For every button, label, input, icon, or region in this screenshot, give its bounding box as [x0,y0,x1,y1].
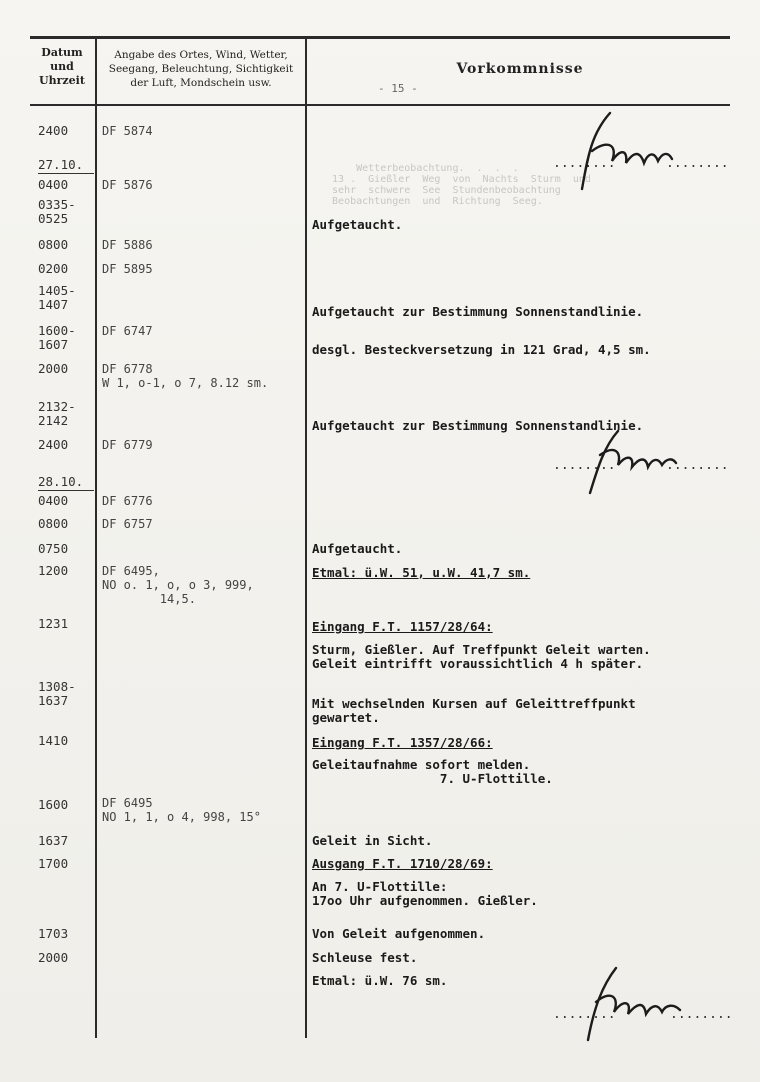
row-position: DF 6495, NO o. 1, o, o 3, 999, 14,5. [102,564,254,606]
row-time: 0335- 0525 [38,197,76,226]
row-time: 1703 [38,926,69,941]
signature-dots-right: ........ [666,458,729,473]
column-divider-1 [95,38,97,1038]
row-time: 1308- 1637 [38,679,76,708]
row-time: 0800 [38,516,69,531]
row-time: 0400 [38,177,69,192]
row-event: desgl. Besteckversetzung in 121 Grad, 4,5 sm. [312,342,651,357]
row-event: Sturm, Gießler. Auf Treffpunkt Geleit warten. Geleit eintrifft voraussichtlich 4 h später. [312,642,651,671]
row-position: DF 6747 [102,324,153,338]
row-position: DF 6779 [102,438,153,452]
row-time: 0200 [38,261,69,276]
row-time: 2400 [38,123,69,138]
row-time: 2000 [38,950,69,965]
row-time: 1700 [38,856,69,871]
date-heading: 28.10. [38,475,94,491]
page-number: - 15 - [378,82,418,95]
date-heading: 27.10. [38,158,94,174]
signature-dots-left: ........ [553,1007,616,1022]
row-event: Geleitaufnahme sofort melden. 7. U-Flottille. [312,757,553,786]
row-event: Von Geleit aufgenommen. [312,926,486,941]
row-position: DF 5874 [102,124,153,138]
row-event: Aufgetaucht. [312,217,403,232]
row-position: DF 6757 [102,517,153,531]
row-event: Eingang F.T. 1357/28/66: [312,735,493,750]
row-time: 2400 [38,437,69,452]
row-position: DF 6776 [102,494,153,508]
row-time: 1200 [38,563,69,578]
row-time: 1231 [38,616,69,631]
row-time: 1410 [38,733,69,748]
row-position: DF 5876 [102,178,153,192]
signature-3 [548,960,748,1050]
row-time: 0400 [38,493,69,508]
row-position: DF 5895 [102,262,153,276]
row-time: 2132- 2142 [38,399,76,428]
signature-dots-right: ........ [670,1007,733,1022]
row-time: 2000 [38,361,69,376]
row-event: Schleuse fest. [312,950,418,965]
header-datum: Datum und Uhrzeit [39,46,85,87]
header-vorkommnisse: Vorkommnisse [456,61,584,77]
table-top-rule [30,36,730,39]
row-time: 1600- 1607 [38,323,76,352]
row-position: DF 6495 NO 1, 1, o 4, 998, 15° [102,796,261,824]
row-event: Ausgang F.T. 1710/28/69: [312,856,493,871]
header-angabe: Angabe des Ortes, Wind, Wetter, Seegang, Beleuchtung, Sichtigkeit der Luft, Mondschein usw. [108,49,294,89]
bleed-through: Wetterbeobachtung. . . . 13 . Gießler Weg von Nachts Sturm und sehr schwere See Stundenbeobachtung Beobachtungen und Richtung Seeg. [332,163,591,207]
column-divider-2 [305,38,307,1038]
row-position: DF 6778 W 1, o-1, o 7, 8.12 sm. [102,362,269,390]
row-time: 1600 [38,797,69,812]
signature-2 [548,425,738,505]
row-time: 0750 [38,541,69,556]
row-event: Etmal: ü.W. 76 sm. [312,973,448,988]
row-event: Geleit in Sicht. [312,833,433,848]
row-time: 1637 [38,833,69,848]
row-event: Aufgetaucht. [312,541,403,556]
signature-dots-right: ........ [666,156,729,171]
row-time: 0800 [38,237,69,252]
signature-dots-left: ........ [553,156,616,171]
signature-1 [548,105,733,195]
row-event: An 7. U-Flottille: 17oo Uhr aufgenommen. Gießler. [312,879,538,908]
row-event: Aufgetaucht zur Bestimmung Sonnenstandlinie. [312,418,644,433]
row-event: Etmal: ü.W. 51, u.W. 41,7 sm. [312,565,531,580]
row-event: Mit wechselnden Kursen auf Geleittreffpunkt gewartet. [312,696,636,725]
row-event: Eingang F.T. 1157/28/64: [312,619,493,634]
row-time: 1405- 1407 [38,283,76,312]
row-event: Aufgetaucht zur Bestimmung Sonnenstandlinie. [312,304,644,319]
signature-dots-left: ........ [553,458,616,473]
row-position: DF 5886 [102,238,153,252]
